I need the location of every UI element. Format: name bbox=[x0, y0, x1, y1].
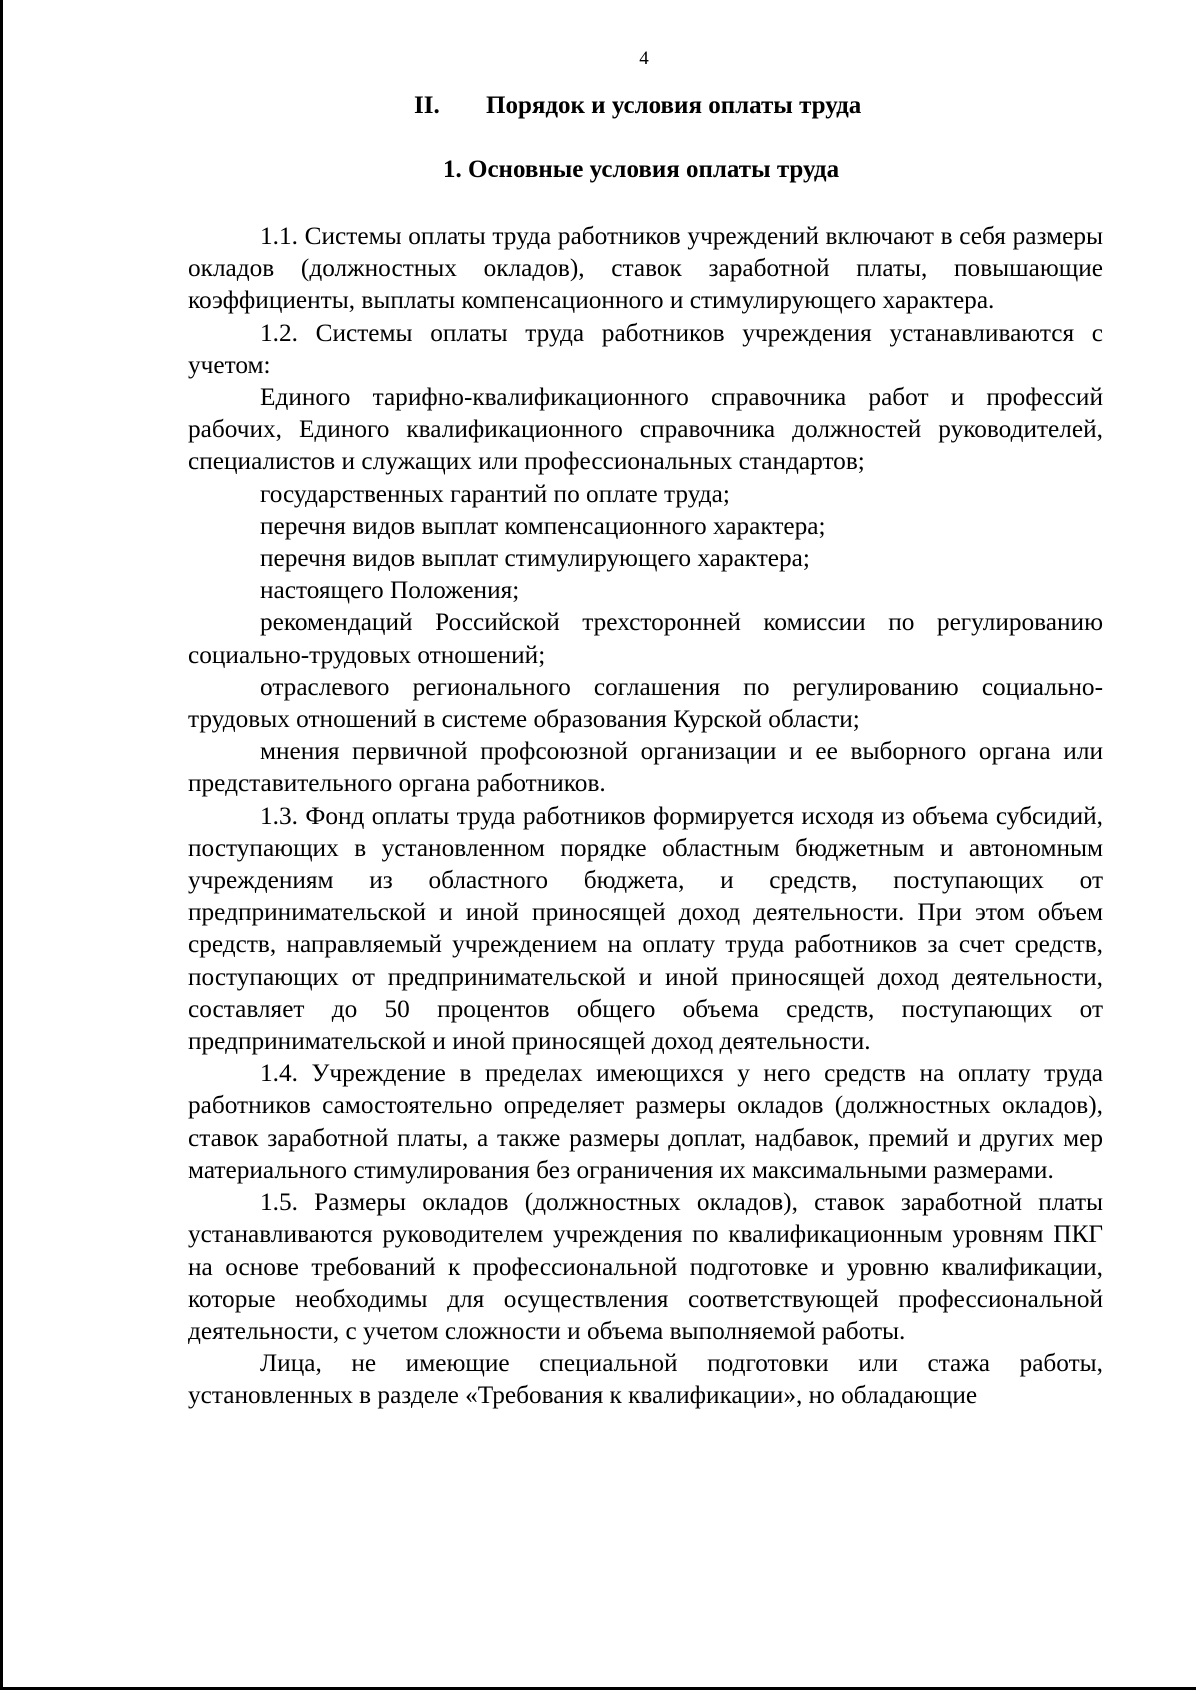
list-item-agreement: отраслевого регионального соглашения по регулированию социально-трудовых отношений в системе образования Курской области; bbox=[188, 672, 1103, 734]
paragraph-1-5: 1.5. Размеры окладов (должностных окладов), ставок заработной платы устанавливаются руководителем учреждения по квалификационным уровням ПКГ на основе требований к профессиональной подготовке и уровню квалификации, которые необходимы для осуществления соответствующей профессиональной деятельности, с учетом сложности и объема выполняемой работы. bbox=[188, 1188, 1103, 1345]
section-title-text: Порядок и условия оплаты труда bbox=[486, 92, 862, 119]
subsection-title: 1. Основные условия оплаты труда bbox=[443, 156, 840, 183]
paragraph-1-3: 1.3. Фонд оплаты труда работников формируется исходя из объема субсидий, поступающих в установленном порядке областным бюджетным и автономным учреждениям из областного бюджета, и средств, поступающих от предпринимательской и иной приносящей доход деятельности. При этом объем средств, направляемый учреждением на оплату труда работников за счет средств, поступающих от предпринимательской и иной приносящей доход деятельности, составляет до 50 процентов общего объема средств, поступающих от предпринимательской и иной приносящей доход деятельности. bbox=[188, 801, 1103, 1056]
list-item-commission: рекомендаций Российской трехсторонней комиссии по регулированию социально-трудовых отношений; bbox=[188, 608, 1103, 669]
list-item-regulation: настоящего Положения; bbox=[260, 576, 520, 605]
list-item-incentive: перечня видов выплат стимулирующего характера; bbox=[260, 544, 810, 573]
list-item-compensation: перечня видов выплат компенсационного характера; bbox=[260, 511, 826, 540]
paragraph-1-4: 1.4. Учреждение в пределах имеющихся у него средств на оплату труда работников самостоятельно определяет размеры окладов (должностных окладов), ставок заработной платы, а также размеры доплат, надбавок, премий и других мер материального стимулирования без ограничения их максимальными размерами. bbox=[188, 1059, 1103, 1184]
page-number: 4 bbox=[639, 48, 649, 69]
section-numeral: II. bbox=[414, 92, 440, 119]
list-item-union-opinion: мнения первичной профсоюзной организации и ее выборного органа или представительного органа работников. bbox=[188, 737, 1103, 798]
paragraph-persons: Лица, не имеющие специальной подготовки или стажа работы, установленных в разделе «Требования к квалификации», но обладающие bbox=[188, 1349, 1103, 1410]
section-title bbox=[414, 92, 861, 120]
list-item-guarantees: государственных гарантий по оплате труда; bbox=[260, 479, 730, 508]
paragraph-1-1: 1.1. Системы оплаты труда работников учреждений включают в себя размеры окладов (должностных окладов), ставок заработной платы, повышающие коэффициенты, выплаты компенсационного и стимулирующего характера. bbox=[188, 222, 1103, 315]
paragraph-1-2: 1.2. Системы оплаты труда работников учреждения устанавливаются с учетом: bbox=[188, 318, 1103, 379]
list-item-etks: Единого тарифно-квалификационного справочника работ и профессий рабочих, Единого квалификационного справочника должностей руководителей, специалистов и служащих или профессиональных стандартов; bbox=[188, 383, 1103, 476]
body-text bbox=[188, 220, 1103, 1412]
